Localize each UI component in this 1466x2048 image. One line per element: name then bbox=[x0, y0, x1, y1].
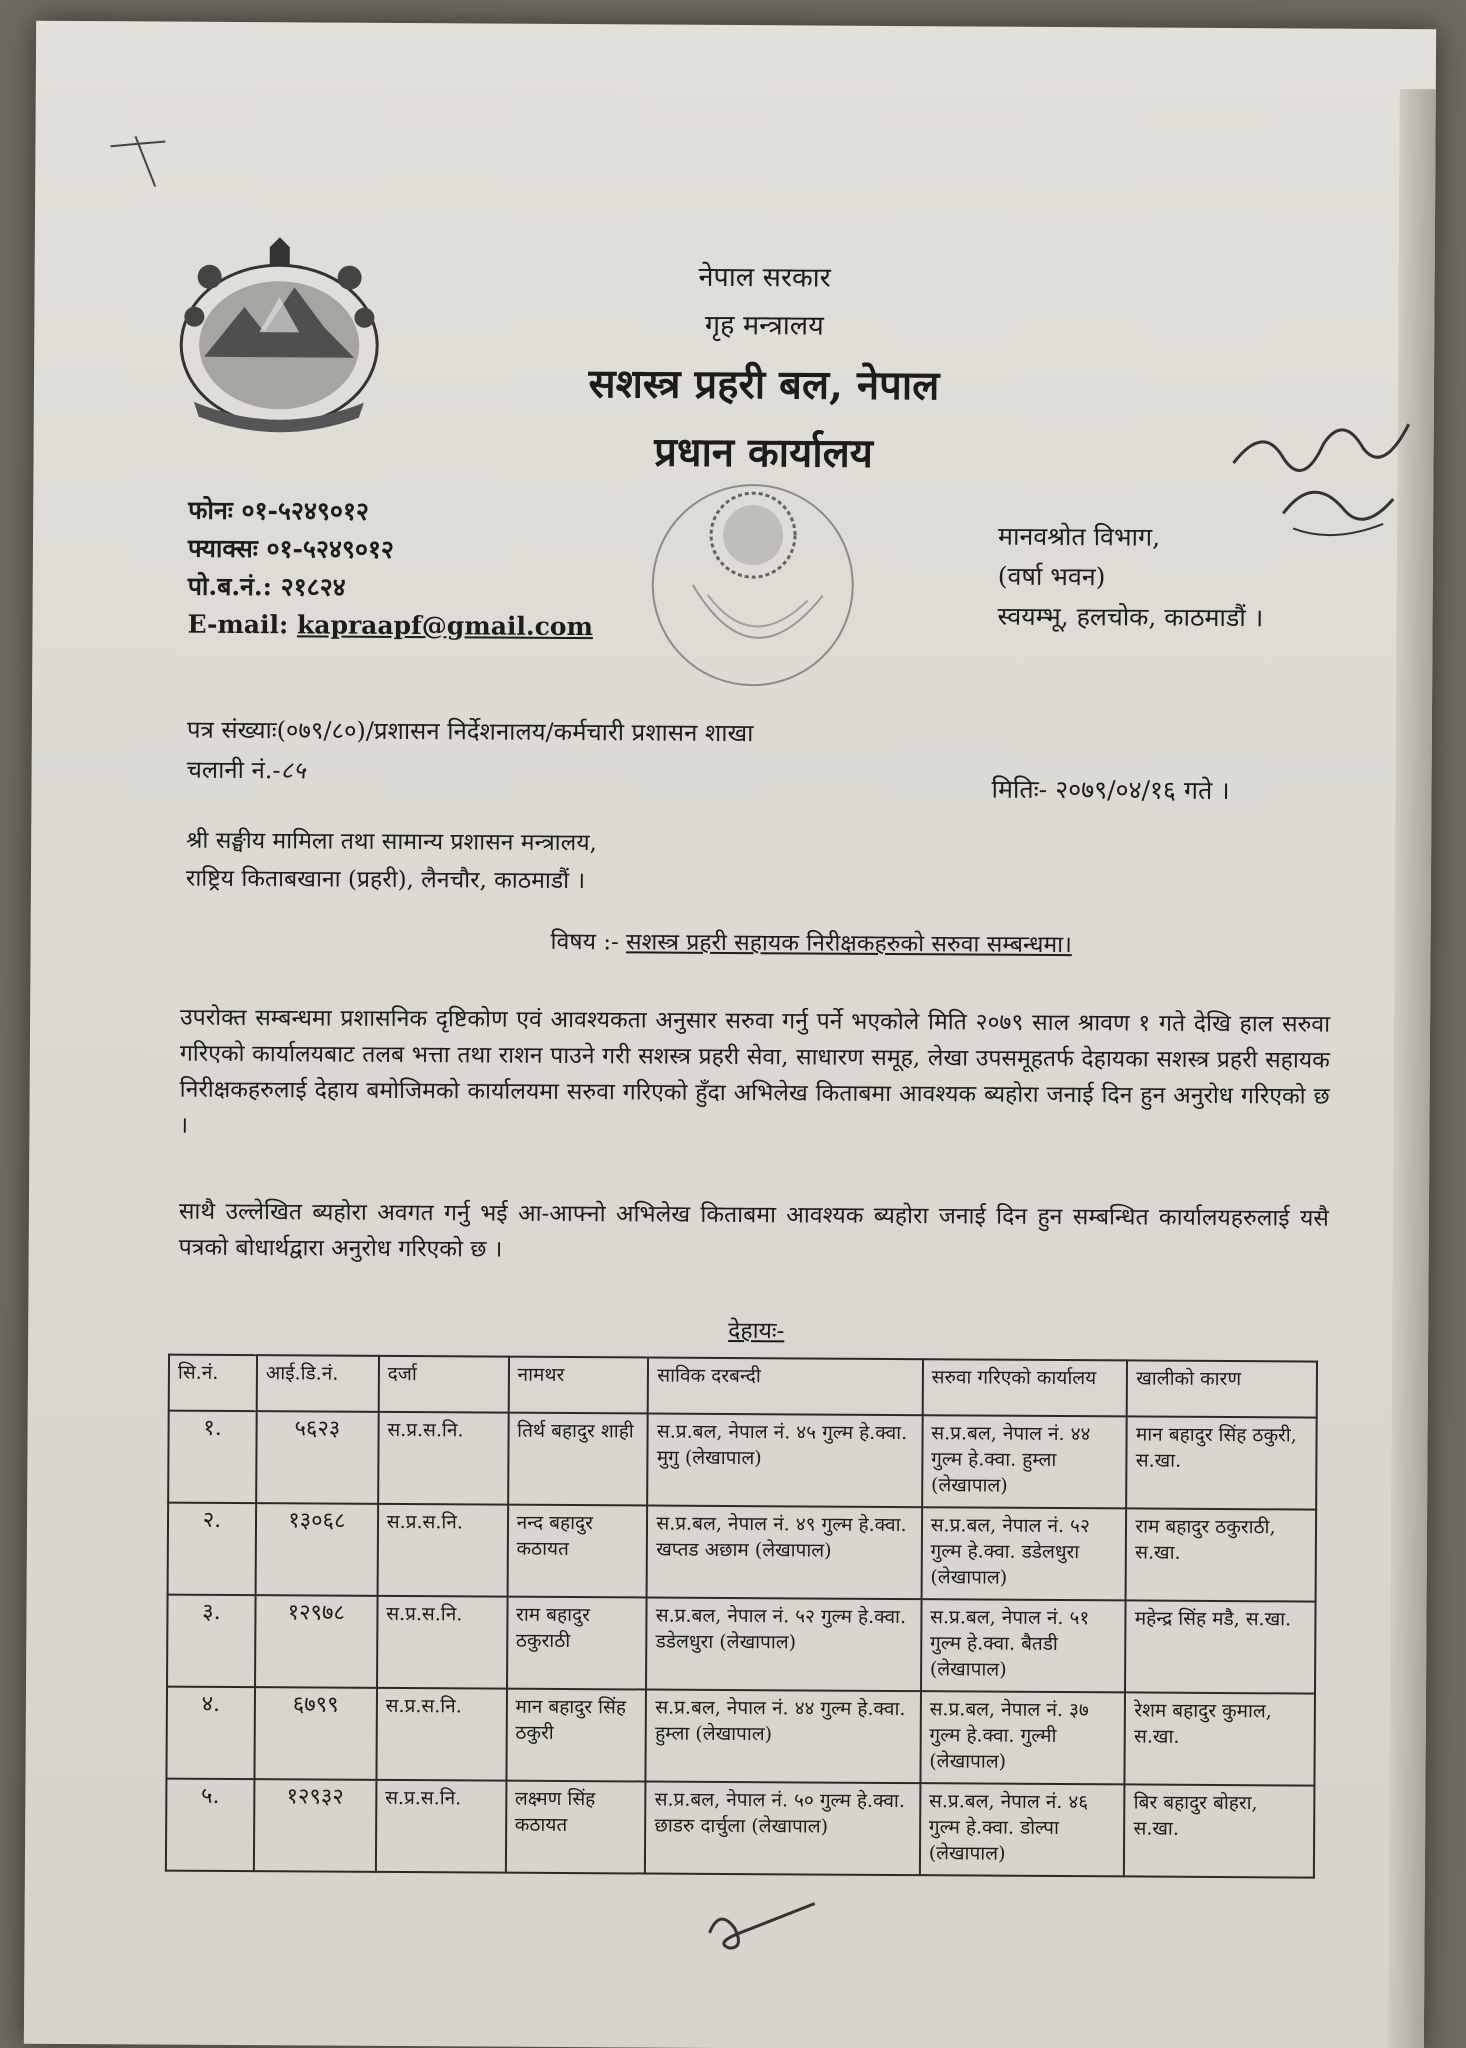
table-row bbox=[167, 1595, 1316, 1694]
letter-number: पत्र संख्याः(०७९/८०)/प्रशासन निर्देशनालय/कर्मचारी प्रशासन शाखा bbox=[186, 715, 754, 748]
email-link[interactable]: kapraapf@gmail.com bbox=[296, 610, 594, 642]
cell-previous-post: स.प्र.बल, नेपाल नं. ४९ गुल्म हे.क्वा. खप्तड अछाम (लेखापाल) bbox=[647, 1506, 922, 1600]
office-name: प्रधान कार्यालय bbox=[654, 428, 874, 477]
paper-edge-shadow bbox=[1388, 89, 1436, 2048]
force-name: सशस्त्र प्रहरी बल, नेपाल bbox=[588, 360, 940, 410]
cell-vacancy-reason: मान बहादुर सिंह ठकुरी, स.खा. bbox=[1126, 1416, 1316, 1509]
header-id: आई.डि.नं. bbox=[257, 1355, 379, 1412]
cell-rank: स.प्र.स.नि. bbox=[377, 1504, 507, 1597]
header-transferred-office: सरुवा गरिएको कार्यालय bbox=[922, 1359, 1127, 1416]
transfer-table bbox=[165, 1354, 1318, 1879]
body-paragraph-1: उपरोक्त सम्बन्धमा प्रशासनिक दृष्टिकोण एवं आवश्यकता अनुसार सरुवा गर्नु पर्ने भएकोले मिति २०७९ साल श्रावण १ गते देखि हाल सरुवा गरिएको कार्यालयबाट तलब भत्ता तथा राशन पाउने गरी सशस्त्र प्रहरी सेवा, साधारण समूह, लेखा उपसमूहतर्फ देहायका सशस्त्र प्रहरी सहायक निरीक्षकहरुलाई देहाय बमोजिमको कार्यालयमा सरुवा गरिएको हुँदा अभिलेख किताबमा आवश्यक ब्यहोरा जनाई दिन हुन अनुरोध गरिएको छ । bbox=[179, 1004, 1331, 1139]
cell-vacancy-reason: रेशम बहादुर कुमाल, स.खा. bbox=[1125, 1692, 1315, 1785]
department-name: मानवश्रोत विभाग, bbox=[997, 521, 1161, 552]
cell-previous-post: स.प्र.बल, नेपाल नं. ४४ गुल्म हे.क्वा. हुम्ला (लेखापाल) bbox=[646, 1690, 921, 1784]
pobox-value: २१८२४ bbox=[280, 572, 346, 602]
date-value: २०७९/०४/१६ bbox=[1055, 774, 1177, 805]
department-block bbox=[997, 517, 1263, 639]
cell-serial: ५. bbox=[166, 1779, 254, 1872]
cell-previous-post: स.प्र.बल, नेपाल नं. ५२ गुल्म हे.क्वा. डडेलधुरा (लेखापाल) bbox=[646, 1598, 921, 1692]
cell-name: तिर्थ बहादुर शाही bbox=[508, 1413, 648, 1506]
recipient-line-1: श्री सङ्घीय मामिला तथा सामान्य प्रशासन मन्त्रालय, bbox=[186, 827, 597, 857]
cell-rank: स.प्र.स.नि. bbox=[378, 1412, 508, 1505]
subject-label: विषय :- bbox=[550, 928, 619, 956]
nepal-emblem-icon bbox=[164, 237, 395, 438]
header-rank: दर्जा bbox=[378, 1356, 508, 1413]
fax-value: ०१-५२४९०१२ bbox=[266, 534, 395, 564]
department-address: स्वयम्भू, हलचोक, काठमाडौं । bbox=[997, 601, 1264, 633]
cell-id: ५६२३ bbox=[256, 1411, 378, 1504]
date-row bbox=[991, 772, 1229, 807]
cell-id: ६७९९ bbox=[254, 1687, 376, 1780]
table-row bbox=[168, 1411, 1317, 1510]
pobox-label: पो.ब.नं.: bbox=[187, 571, 272, 602]
table-row bbox=[166, 1779, 1315, 1878]
dispatch-label: चलानी नं.- bbox=[186, 755, 281, 785]
recipient-block bbox=[186, 822, 597, 901]
cell-previous-post: स.प्र.बल, नेपाल नं. ४५ गुल्म हे.क्वा. मुगु (लेखापाल) bbox=[648, 1414, 923, 1508]
recipient-line-2: राष्ट्रिय किताबखाना (प्रहरी), लैनचौर, काठमाडौं । bbox=[185, 865, 586, 895]
dispatch-number: ८५ bbox=[280, 756, 306, 785]
cell-transferred-office: स.प्र.बल, नेपाल नं. ३७ गुल्म हे.क्वा. गुल्मी (लेखापाल) bbox=[920, 1691, 1125, 1784]
header-serial: सि.नं. bbox=[169, 1355, 257, 1412]
cell-name: राम बहादुर ठकुराठी bbox=[507, 1597, 647, 1690]
fax-row bbox=[188, 530, 594, 570]
cell-id: १३०६८ bbox=[255, 1503, 377, 1596]
cell-rank: स.प्र.स.नि. bbox=[376, 1688, 506, 1781]
body-paragraph-2: साथै उल्लेखित ब्यहोरा अवगत गर्नु भई आ-आफ्नो अभिलेख किताबमा आवश्यक ब्यहोरा जनाई दिन हुन सम्बन्धित कार्यालयहरुलाई यसै पत्रको बोधार्थद्वारा अनुरोध गरिएको छ । bbox=[178, 1198, 1329, 1263]
cell-name: लक्ष्मण सिंह कठायत bbox=[506, 1781, 646, 1874]
cell-id: १२९३२ bbox=[254, 1779, 376, 1872]
cell-serial: ३. bbox=[167, 1595, 255, 1688]
header-vacancy-reason: खालीको कारण bbox=[1127, 1360, 1317, 1417]
ministry-name: गृह मन्त्रालय bbox=[704, 309, 824, 342]
cell-transferred-office: स.प्र.बल, नेपाल नं. ४४ गुल्म हे.क्वा. हुम्ला (लेखापाल) bbox=[922, 1415, 1127, 1508]
pobox-row bbox=[188, 568, 594, 608]
cell-vacancy-reason: राम बहादुर ठकुराठी, स.खा. bbox=[1126, 1508, 1316, 1601]
date-label: मितिः- bbox=[991, 774, 1048, 804]
subject-row bbox=[550, 924, 1071, 959]
corner-pen-mark bbox=[105, 126, 195, 197]
cell-id: १२९७८ bbox=[255, 1595, 377, 1688]
letter-paper bbox=[24, 21, 1436, 2048]
cell-rank: स.प्र.स.नि. bbox=[377, 1596, 507, 1689]
header-previous-post: साविक दरबन्दी bbox=[648, 1358, 923, 1416]
email-label: E-mail: bbox=[187, 609, 289, 640]
cell-vacancy-reason: बिर बहादुर बोहरा, स.खा. bbox=[1124, 1784, 1314, 1877]
date-suffix: गते । bbox=[1183, 775, 1230, 806]
cell-serial: ४. bbox=[166, 1687, 254, 1780]
cell-name: मान बहादुर सिंह ठकुरी bbox=[506, 1689, 646, 1782]
cell-serial: १. bbox=[168, 1411, 256, 1504]
cell-serial: २. bbox=[168, 1503, 256, 1596]
contact-block bbox=[187, 492, 593, 646]
cell-rank: स.प्र.स.नि. bbox=[376, 1780, 506, 1873]
table-header-row bbox=[169, 1355, 1317, 1418]
fax-label: फ्याक्सः bbox=[187, 533, 258, 564]
cell-transferred-office: स.प्र.बल, नेपाल नं. ५१ गुल्म हे.क्वा. बैतडी (लेखापाल) bbox=[921, 1599, 1126, 1692]
cell-transferred-office: स.प्र.बल, नेपाल नं. ४६ गुल्म हे.क्वा. डोल्पा (लेखापाल) bbox=[920, 1783, 1125, 1876]
signature-mark bbox=[694, 1893, 824, 1964]
cell-name: नन्द बहादुर कठायत bbox=[507, 1505, 647, 1598]
email-row bbox=[187, 606, 593, 646]
phone-row bbox=[188, 492, 594, 532]
dehay-heading: देहायः- bbox=[728, 1317, 785, 1345]
cell-previous-post: स.प्र.बल, नेपाल नं. ५० गुल्म हे.क्वा. छाडरु दार्चुला (लेखापाल) bbox=[645, 1781, 920, 1875]
department-building: (वर्षा भवन) bbox=[997, 561, 1106, 592]
phone-label: फोनः bbox=[188, 495, 233, 525]
office-seal-stamp bbox=[622, 474, 883, 696]
phone-value: ०१-५२४९०१२ bbox=[241, 496, 370, 526]
cell-vacancy-reason: महेन्द्र सिंह मडै, स.खा. bbox=[1125, 1600, 1315, 1693]
header-name: नामथर bbox=[508, 1357, 648, 1414]
government-name: नेपाल सरकार bbox=[698, 261, 831, 294]
dispatch-number-row bbox=[186, 750, 305, 791]
subject-text: सशस्त्र प्रहरी सहायक निरीक्षकहरुको सरुवा सम्बन्धमा। bbox=[626, 929, 1072, 959]
cell-transferred-office: स.प्र.बल, नेपाल नं. ५२ गुल्म हे.क्वा. डडेलधुरा (लेखापाल) bbox=[921, 1507, 1126, 1600]
table-row bbox=[168, 1503, 1317, 1602]
table-row bbox=[166, 1687, 1315, 1786]
